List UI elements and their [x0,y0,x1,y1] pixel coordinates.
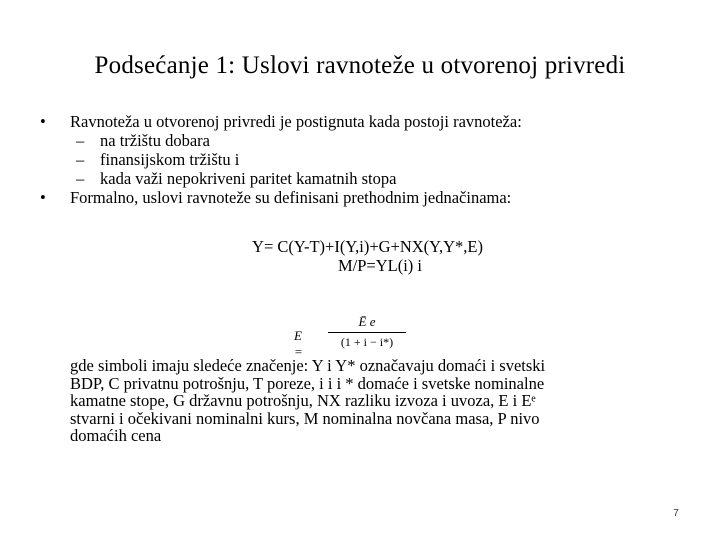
dash-marker: – [76,131,85,150]
description-line: gde simboli imaju sledeće značenje: Y i Y* označavaju domaći i svetski [70,356,546,375]
page-number: 7 [673,508,679,519]
equation-block [0,237,720,275]
sub-bullet-item [36,169,676,188]
bullet-text: Ravnoteža u otvorenoj privredi je postignuta kada postoji ravnoteža: [70,112,522,131]
slide-title: Podsećanje 1: Uslovi ravnoteže u otvorenoj privredi [94,52,626,79]
formula-lhs: E = [294,328,303,359]
formula-fraction [328,314,406,350]
money-market-equation: M/P=YL(i) i [337,256,422,275]
bullet-item [36,112,676,131]
dash-marker: – [76,150,85,169]
formula-denominator: (1 + i − i*) [340,335,394,349]
symbol-description [70,357,690,445]
sub-bullet-text: kada važi nepokriveni paritet kamatnih stopa [100,169,397,188]
description-line: BDP, C privatnu potrošnju, T poreze, i i i * domaće i svetske nominalne [70,373,545,393]
fraction-bar [328,332,406,333]
sub-bullet-item [36,150,676,169]
bullet-text: Formalno, uslovi ravnoteže su definisani prethodnim jednačinama: [70,188,512,207]
goods-market-equation: Y= C(Y-T)+I(Y,i)+G+NX(Y,Y*,E) [252,237,483,256]
bullet-list [36,112,676,207]
sub-bullet-text: na tržištu dobara [100,131,210,150]
bullet-item [36,188,676,207]
sub-bullet-text: finansijskom tržištu i [100,150,240,169]
sub-bullet-item [36,131,676,150]
formula-numerator: Ē e [358,314,376,329]
description-line: kamatne stope, G državnu potrošnju, NX razliku izvoza i uvoza, E i Eᵉ [70,391,536,410]
dash-marker: – [76,169,85,188]
description-line: domaćih cena [70,426,162,445]
bullet-dot: • [40,188,46,207]
description-line: stvarni i očekivani nominalni kurs, M nominalna novčana masa, P nivo [70,408,540,428]
bullet-dot: • [40,112,46,131]
